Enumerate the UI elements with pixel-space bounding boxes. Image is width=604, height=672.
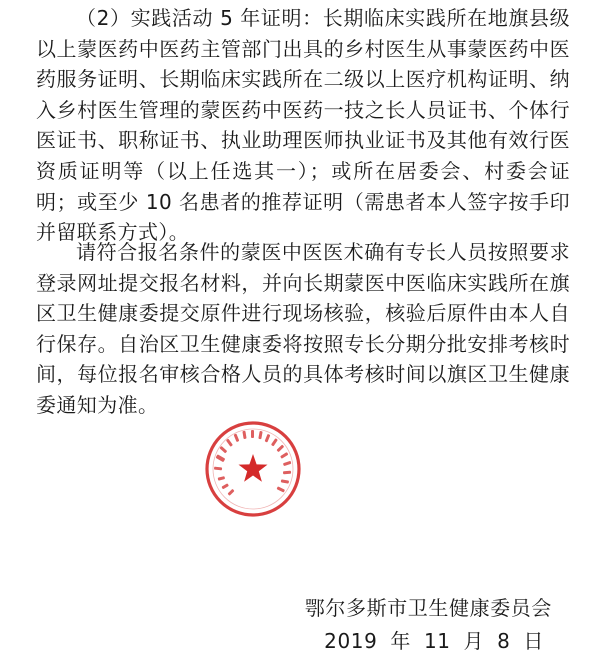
paragraph-registration-instructions: 请符合报名条件的蒙医中医医术确有专长人员按照要求登录网址提交报名材料，并向长期蒙医中医临床实践所在旗区卫生健康委提交原件进行现场核验，核验后原件由本人自行保存。自治区卫生健康委将按照专长分期分批安排考核时间，每位报名审核合格人员的具体考核时间以旗区卫生健康委通知为准。	[36, 240, 570, 417]
issuing-organization: 鄂尔多斯市卫生健康委员会	[304, 596, 552, 620]
issue-date: 2019 年 11 月 8 日	[324, 629, 544, 653]
paragraph-practice-proof: （2）实践活动 5 年证明：长期临床实践所在地旗县级以上蒙医药中医药主管部门出具的乡村医生从事蒙医药中医药服务证明、长期临床实践所在二级以上医疗机构证明、纳入乡村医生管理的蒙医药中医药一技之长人员证书、个体行医证书、职称证书、执业助理医师执业证书及其他有效行医资质证明等（以上任选其一）；或所在居委会、村委会证明；或至少 10 名患者的推荐证明（需患者本人签字按手印并留联系方式）。	[36, 6, 570, 245]
official-seal-icon	[202, 418, 304, 520]
